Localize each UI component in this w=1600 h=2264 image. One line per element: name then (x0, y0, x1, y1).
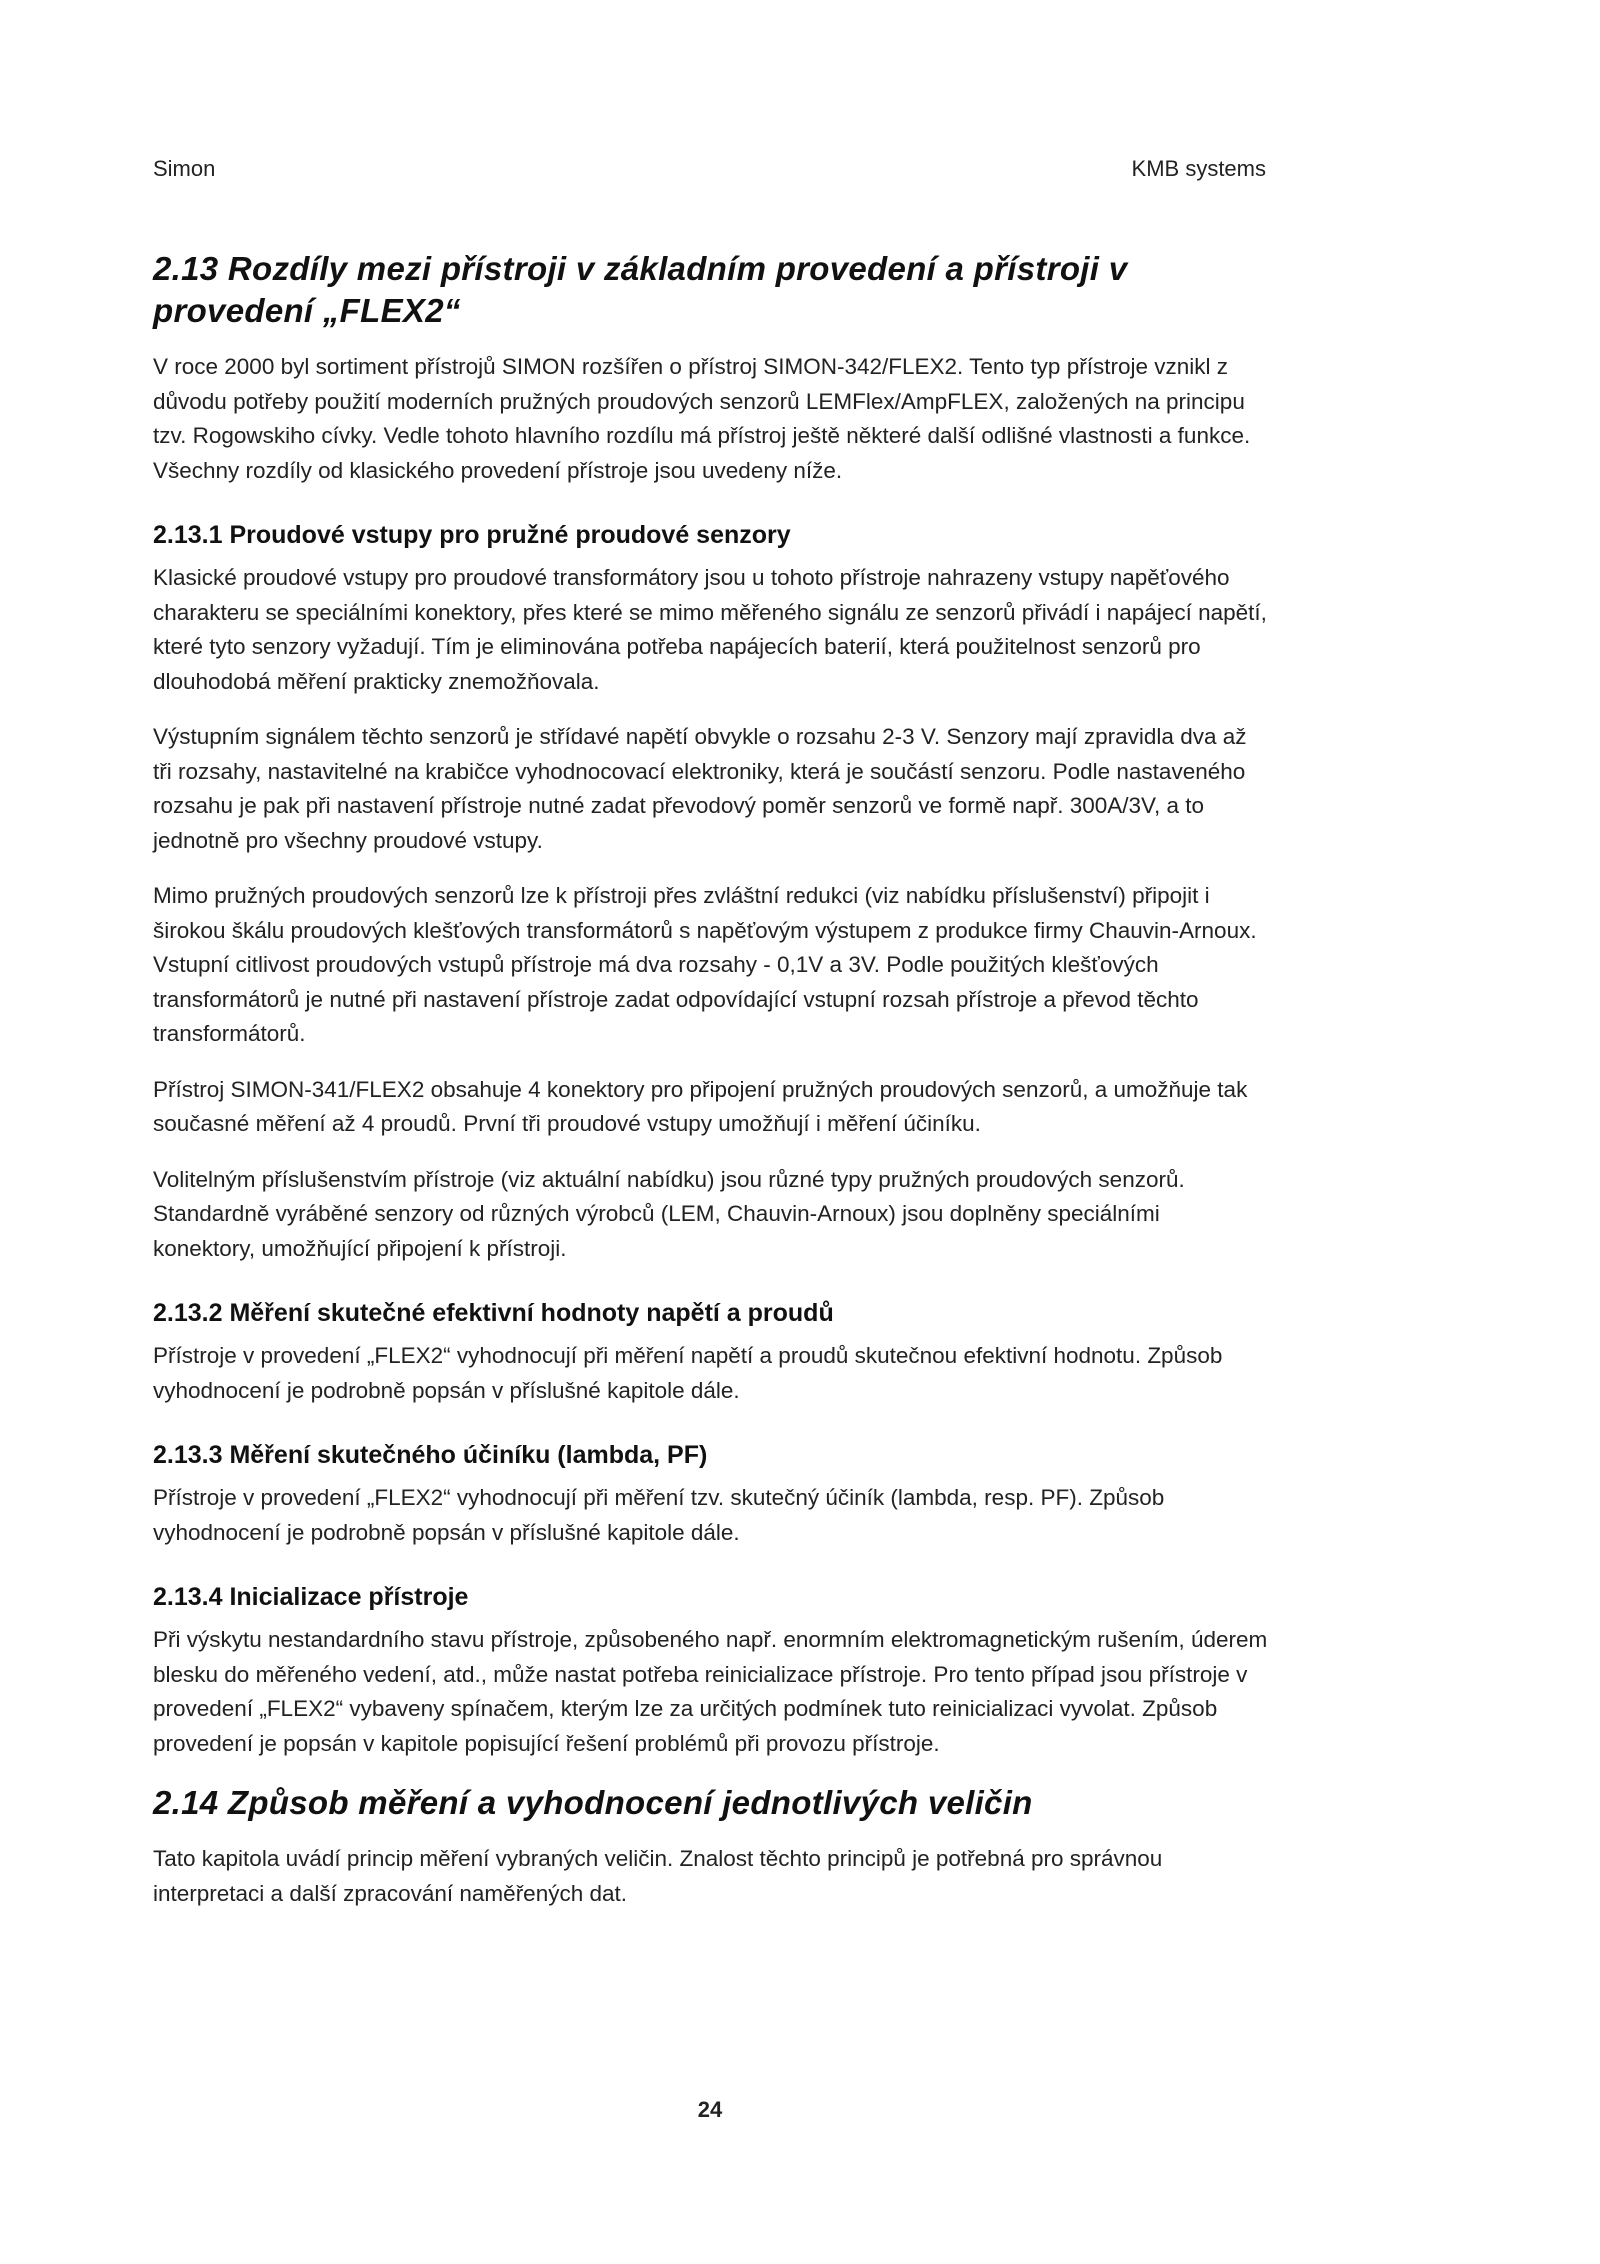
section-2-13-2-title: 2.13.2 Měření skutečné efektivní hodnoty napětí a proudů (153, 1299, 834, 1327)
section-2-13-1-paragraph-4: Přístroj SIMON-341/FLEX2 obsahuje 4 konektory pro připojení pružných proudových senzorů, a umožňuje tak současné měření až 4 proudů. První tři proudové vstupy umožňují i měření účiníku. (153, 1076, 1248, 1136)
section-2-13-1-paragraph-3: Mimo pružných proudových senzorů lze k přístroji přes zvláštní redukci (viz nabídku příslušenství) připojit i širokou škálu proudových klešťových transformátorů s napěťovým výstupem z produkce firmy Chauvin-Arnoux. Vstupní citlivost proudových vstupů přístroje má dva rozsahy - 0,1V a 3V. Podle použitých klešťových transformátorů je nutné při nastavení přístroje zadat odpovídající vstupní rozsah přístroje a převod těchto transformátorů. (153, 883, 1257, 1046)
header-left: Simon (153, 156, 216, 181)
header-right: KMB systems (1131, 156, 1266, 181)
section-2-14-paragraph: Tato kapitola uvádí princip měření vybraných veličin. Znalost těchto principů je potřebná pro správnou interpretaci a další zpracování naměřených dat. (153, 1846, 1163, 1906)
page-content (153, 248, 1268, 1932)
section-2-13-3-paragraph: Přístroje v provedení „FLEX2“ vyhodnocují při měření tzv. skutečný účiník (lambda, resp. PF). Způsob vyhodnocení je podrobně popsán v příslušné kapitole dále. (153, 1485, 1165, 1545)
section-2-13-1-paragraph-1: Klasické proudové vstupy pro proudové transformátory jsou u tohoto přístroje nahrazeny vstupy napěťového charakteru se speciálními konektory, přes které se mimo měřeného signálu ze senzorů přivádí i napájecí napětí, které tyto senzory vyžadují. Tím je eliminována potřeba napájecích baterií, která použitelnost senzorů pro dlouhodobá měření prakticky znemožňovala. (153, 565, 1267, 694)
section-2-13-1-paragraph-5: Volitelným příslušenstvím přístroje (viz aktuální nabídku) jsou různé typy pružných proudových senzorů. Standardně vyráběné senzory od různých výrobců (LEM, Chauvin-Arnoux) jsou doplněny speciálními konektory, umožňující připojení k přístroji. (153, 1166, 1185, 1261)
section-2-13-2-paragraph: Přístroje v provedení „FLEX2“ vyhodnocují při měření napětí a proudů skutečnou efektivní hodnotu. Způsob vyhodnocení je podrobně popsán v příslušné kapitole dále. (153, 1343, 1223, 1403)
section-2-13-title: 2.13 Rozdíly mezi přístroji v základním provedení a přístroji v provedení „FLEX2“ (153, 250, 1128, 329)
section-2-13-3-title: 2.13.3 Měření skutečného účiníku (lambda, PF) (153, 1441, 708, 1469)
section-2-14-title: 2.14 Způsob měření a vyhodnocení jednotlivých veličin (153, 1784, 1033, 1821)
running-header (153, 156, 1266, 182)
section-2-13-intro: V roce 2000 byl sortiment přístrojů SIMON rozšířen o přístroj SIMON-342/FLEX2. Tento typ přístroje vznikl z důvodu potřeby použití moderních pružných proudových senzorů LEMFlex/AmpFLEX, založených na principu tzv. Rogowskiho cívky. Vedle tohoto hlavního rozdílu má přístroj ještě některé další odlišné vlastnosti a funkce. Všechny rozdíly od klasického provedení přístroje jsou uvedeny níže. (153, 354, 1251, 483)
page-number: 24 (697, 2097, 723, 2122)
section-2-13-4-paragraph: Při výskytu nestandardního stavu přístroje, způsobeného např. enormním elektromagnetickým rušením, úderem blesku do měřeného vedení, atd., může nastat potřeba reinicializace přístroje. Pro tento případ jsou přístroje v provedení „FLEX2“ vybaveny spínačem, kterým lze za určitých podmínek tuto reinicializaci vyvolat. Způsob provedení je popsán v kapitole popisující řešení problémů při provozu přístroje. (153, 1627, 1268, 1756)
section-2-13-1-paragraph-2: Výstupním signálem těchto senzorů je střídavé napětí obvykle o rozsahu 2-3 V. Senzory mají zpravidla dva až tři rozsahy, nastavitelné na krabičce vyhodnocovací elektroniky, která je součástí senzoru. Podle nastaveného rozsahu je pak při nastavení přístroje nutné zadat převodový poměr senzorů ve formě např. 300A/3V, a to jednotně pro všechny proudové vstupy. (153, 724, 1247, 853)
section-2-13-1-title: 2.13.1 Proudové vstupy pro pružné proudové senzory (153, 521, 791, 549)
section-2-13-4-title: 2.13.4 Inicializace přístroje (153, 1583, 469, 1611)
